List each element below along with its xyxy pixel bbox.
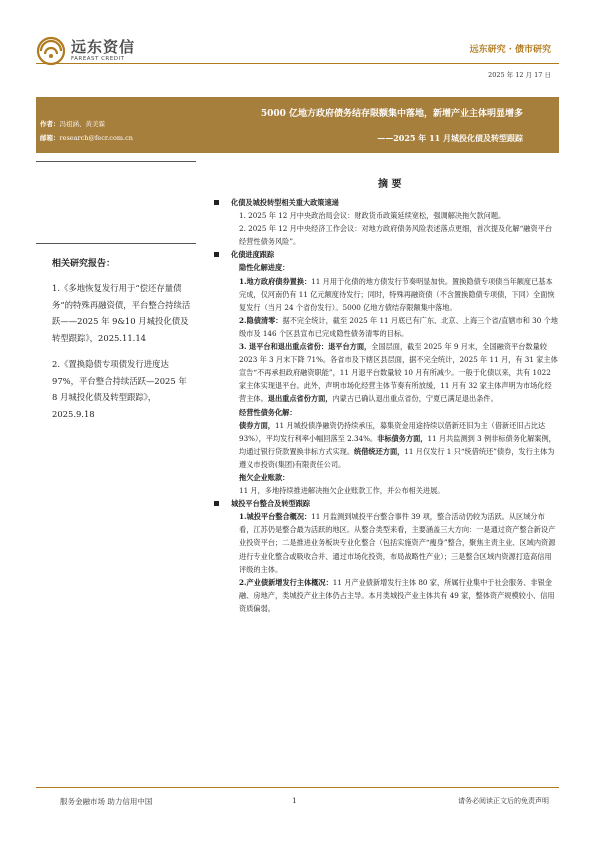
paragraph: 1.城投平台整合概况：11 月监测到城投平台整合事件 39 项，整合活动仍较为活跃。从区域分布看，江苏仍是整合最为活跃的地区。从整合类型来看，主要涵盖三大方向：一是通过资产整合新设产业投资平台；二是推进业务板块专业化整合（包括实施资产“瘦身”整合，聚焦主责主业、区域内资源进行专业化整合或吸收合并、通过市场化投资，布局战略性产业）；三是整合区域内资源打造高信用评级的主体。 <box>239 512 556 574</box>
author-email[interactable]: research@fecr.com.cn <box>59 134 133 142</box>
logo-name-cn: 远东资信 <box>71 38 136 56</box>
paragraph: 2. 2025 年 12 月中央经济工作会议：对地方政府债务风险表述落点更细，首次提及化解“融资平台经营性债务风险”。 <box>239 224 553 247</box>
report-series: 远东研究 · 债市研究 <box>469 45 551 55</box>
paragraph: 债券方面，11 月城投债净融资仍持续承压，募集资金用途持续以借新还旧为主（借新还旧占比达 93%），平均发行利率小幅回落至 2.34%。非标债务方面，11 月共监测到 3 例非标债务化解案例，均通过银行贷款置换非标方式实现。统借统还方面，11 月仅发行 1 只“统借统还”债券，发行主体为遵义市投资(集团)有限责任公司。 <box>239 420 556 469</box>
sidebar-divider <box>36 243 196 244</box>
abstract-title: 摘 要 <box>378 179 402 190</box>
paragraph: 11 月，多地持续推进解决拖欠企业账款工作，并公布相关进展。 <box>239 486 445 496</box>
header-divider <box>36 63 559 64</box>
bullet-square-icon <box>214 252 219 257</box>
page-number: 1 <box>292 796 297 805</box>
footer-divider <box>36 787 559 788</box>
disclaimer-notice: 请务必阅读正文后的免责声明 <box>458 797 549 805</box>
section-heading: 化债进度跟踪 <box>214 248 558 261</box>
paragraph: 2.产业债新增发行主体概况：11 月产业债新增发行主体 80 家，所属行业集中于社会服务、非银金融、房地产，类城投产业主体仍占主导。本月类城投产业主体共有 49 家，整体资产规模较小、信用资质偏弱。 <box>239 577 555 613</box>
paragraph: 2.隐债清零：据不完全统计，截至 2025 年 11 月底已有广东、北京、上海三个省/直辖市和 30 个地级市及 146 个区县宣布已完成隐性债务清零的目标。 <box>239 315 558 338</box>
sidebar-top-divider <box>36 161 196 162</box>
report-title: 5000 亿地方政府债务结存限额集中落地，新增产业主体明显增多 <box>260 109 523 119</box>
related-report-item[interactable]: 1.《多地恢复发行用于“偿还存量债务”的特殊再融资债，平台整合持续活跃——2025 年 9&10 月城投化债及转型跟踪》，2025.11.14 <box>52 283 191 343</box>
report-date: 2025 年 12 月 17 日 <box>488 71 551 79</box>
logo-rings-icon <box>36 36 66 66</box>
footer-slogan: 服务金融市场 助力信用中国 <box>60 797 153 806</box>
section-heading: 化债及城投转型相关重大政策速递 <box>214 196 558 209</box>
email-label: 邮箱： <box>40 134 60 142</box>
related-reports-title: 相关研究报告： <box>52 259 116 269</box>
sub-heading: 拖欠企业账款： <box>239 472 290 482</box>
authors-label: 作者： <box>40 120 60 128</box>
abstract-body <box>214 196 558 615</box>
section-heading: 城投平台整合及转型跟踪 <box>214 497 558 510</box>
report-subtitle: ——2025 年 11 月城投化债及转型跟踪 <box>377 133 523 143</box>
bullet-square-icon <box>214 200 219 205</box>
company-logo <box>36 36 176 66</box>
bullet-square-icon <box>214 501 219 506</box>
sub-heading: 经营性债务化解： <box>239 407 297 417</box>
author-block <box>40 117 133 145</box>
authors: 冯祖涵、黄美霖 <box>59 120 105 128</box>
sub-heading: 隐性化解进度： <box>239 263 290 273</box>
paragraph: 3. 退平台和退出重点省份：退平台方面，全国层面，截至 2025 年 9 月末，全国融资平台数量较 2023 年 3 月末下降 71%。各省市及下辖区县层面，据不完全统计，2025 年 11 月，有 31 家主体宣告“不再承担政府融资职能”，11 月退平台数量较 10 月有所减少。一般于化债以来，共有 1022 家主体实现退平台。此外，声明市场化经营主体节奏有所放缓，11 月有 32 家主体声明为市场化经营主体。退出重点省份方面，内蒙古已确认退出重点省份，宁夏已满足退出条件。 <box>239 342 558 404</box>
related-report-item[interactable]: 2.《置换隐债专项债发行进度达 97%，平台整合持续活跃—2025 年 8 月城投化债及转型跟踪》，2025.9.18 <box>52 359 187 419</box>
logo-name-en: FAREAST CREDIT <box>71 56 125 62</box>
paragraph: 1.地方政府债券置换：11 月用于化债的地方债发行节奏明显加快。置换隐债专项债当年额度已基本完成，仅河南仍有 11 亿元额度待发行；同时，特殊再融资债（不含置换隐债专项债，下同）全面恢复发行（当月 24 个省份发行）。5000 亿地方债结存限额集中落地。 <box>239 276 555 312</box>
paragraph: 1. 2025 年 12 月中央政治局会议：财政货币政策延续宽松，强调解决拖欠款问题。 <box>239 211 506 221</box>
